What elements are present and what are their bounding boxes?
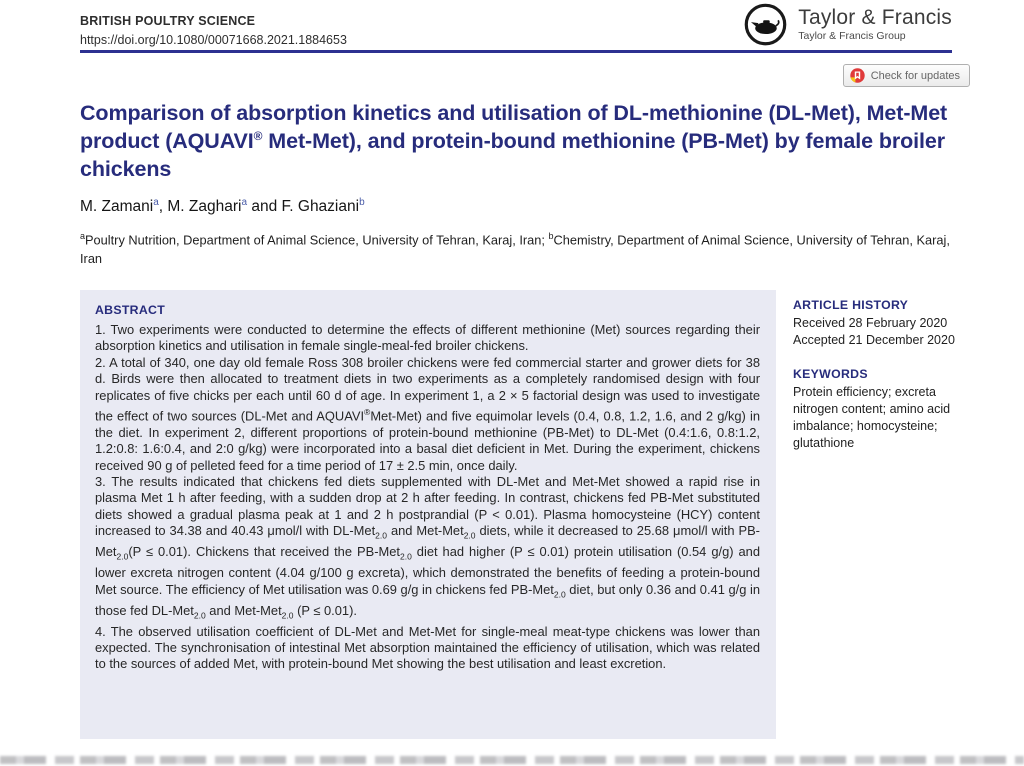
cutoff-text-blur [0,756,1024,764]
abstract-paragraph-1: 1. Two experiments were conducted to determine the effects of different methionine (Met) sources regarding their absorption kinetics and utilisation in female single-meal-fed broiler chickens. [95,322,760,354]
affiliations-line: $^a$Poultry Nutrition, Department of Animal Science, University of Tehran, Karaj, Iran; $^b$Chemistry, Department of Animal Science, University of Tehran, Karaj, Iran [80,231,950,266]
publisher-wordmark [798,7,952,42]
keywords-text: Protein efficiency; excreta nitrogen content; amino acid imbalance; homocysteine; glutathione [793,384,951,451]
check-for-updates-button[interactable] [843,64,970,87]
taylor-francis-lamp-icon [743,2,788,47]
abstract-paragraph-4: 4. The observed utilisation coefficient of DL-Met and Met-Met for single-meal meat-type chickens was lower than expected. The synchronisation of intestinal Met absorption maintained the efficiency of utilisation, which was related to the sources of added Met, with protein-bound Met showing the best utilisation and least excretion. [95,623,760,672]
article-history-heading: ARTICLE HISTORY [793,298,909,312]
journal-name: BRITISH POULTRY SCIENCE [80,14,256,28]
publisher-name: Taylor & Francis [798,5,952,29]
crossmark-icon [850,68,865,83]
abstract-paragraph-3: 3. The results indicated that chickens fed diets supplemented with DL-Met and Met-Met showed a rapid rise in plasma Met 1 h after feeding, with a sudden drop at 2 h after feeding. In contrast, chickens fed PB-Met substituted diets showed a gradual plasma peak at 1 and 2 h postprandial (P < 0.01). Plasma homocysteine (HCY) content increased to 34.38 and 40.43 μmol/l with DL-Met$_{2.0}$ and Met-Met$_{2.0}$ diets, while it decreased to 25.68 μmol/l with PB-Met$_{2.0}$(P ≤ 0.01). Chickens that received the PB-Met$_{2.0}$ diet had higher (P ≤ 0.01) protein utilisation (0.54 g/g) and lower excreta nitrogen content (4.04 g/100 g excreta), which demonstrated the benefits of feeding a protein-bound Met source. The efficiency of Met utilisation was 0.69 g/g in chickens fed PB-Met$_{2.0}$ diet, but only 0.36 and 0.41 g/g in those fed DL-Met$_{2.0}$ and Met-Met$_{2.0}$ (P ≤ 0.01). [95,473,761,621]
doi-link[interactable]: https://doi.org/10.1080/00071668.2021.1884653 [80,32,347,47]
publisher-logo [743,2,952,47]
received-date: Received 28 February 2020 [793,316,948,330]
accepted-date: Accepted 21 December 2020 [793,333,955,348]
abstract-panel [80,290,776,739]
keywords-block [793,367,960,453]
abstract-body [95,322,760,673]
journal-header [80,13,347,49]
article-history-block [793,298,960,350]
abstract-paragraph-2: 2. A total of 340, one day old female Ross 308 broiler chickens were fed commercial starter and grower diets for 38 d. Birds were then allocated to treatment diets in two experiments as a completely randomised design with four replicates of five chicks per each until 60 d of age. In experiment 1, a 2 × 5 factorial design was used to investigate the effect of two sources (DL-Met and AQUAVI®Met-Met) and five equimolar levels (0.4, 0.8, 1.2, 1.6, and 2 g/kg) in the diet. In experiment 2, different proportions of protein-bound methionine (PB-Met) to DL-Met (0.4:1.6, 0.8:1.2, 1.2:0.8: 1.6:0.4, and 2:0 g/kg) were incorporated into a basal diet deficient in Met. During the experiment, chickens received 90 g of pelleted feed for a time period of 17 ± 2.5 min, once daily. [95,354,760,473]
authors-line: M. Zamani$^a$, M. Zaghari$^a$ and F. Ghaziani$^b$ [80,197,365,216]
check-for-updates-label: Check for updates [870,69,960,82]
header-divider [80,50,952,53]
article-title: Comparison of absorption kinetics and utilisation of DL-methionine (DL-Met), Met-Met product (AQUAVI® Met-Met), and protein-bound methionine (PB-Met) by female broiler chickens [80,101,948,181]
article-meta-sidebar [793,298,960,453]
keywords-heading: KEYWORDS [793,366,868,381]
abstract-heading: ABSTRACT [95,303,166,317]
publisher-group-label: Taylor & Francis Group [798,30,906,43]
